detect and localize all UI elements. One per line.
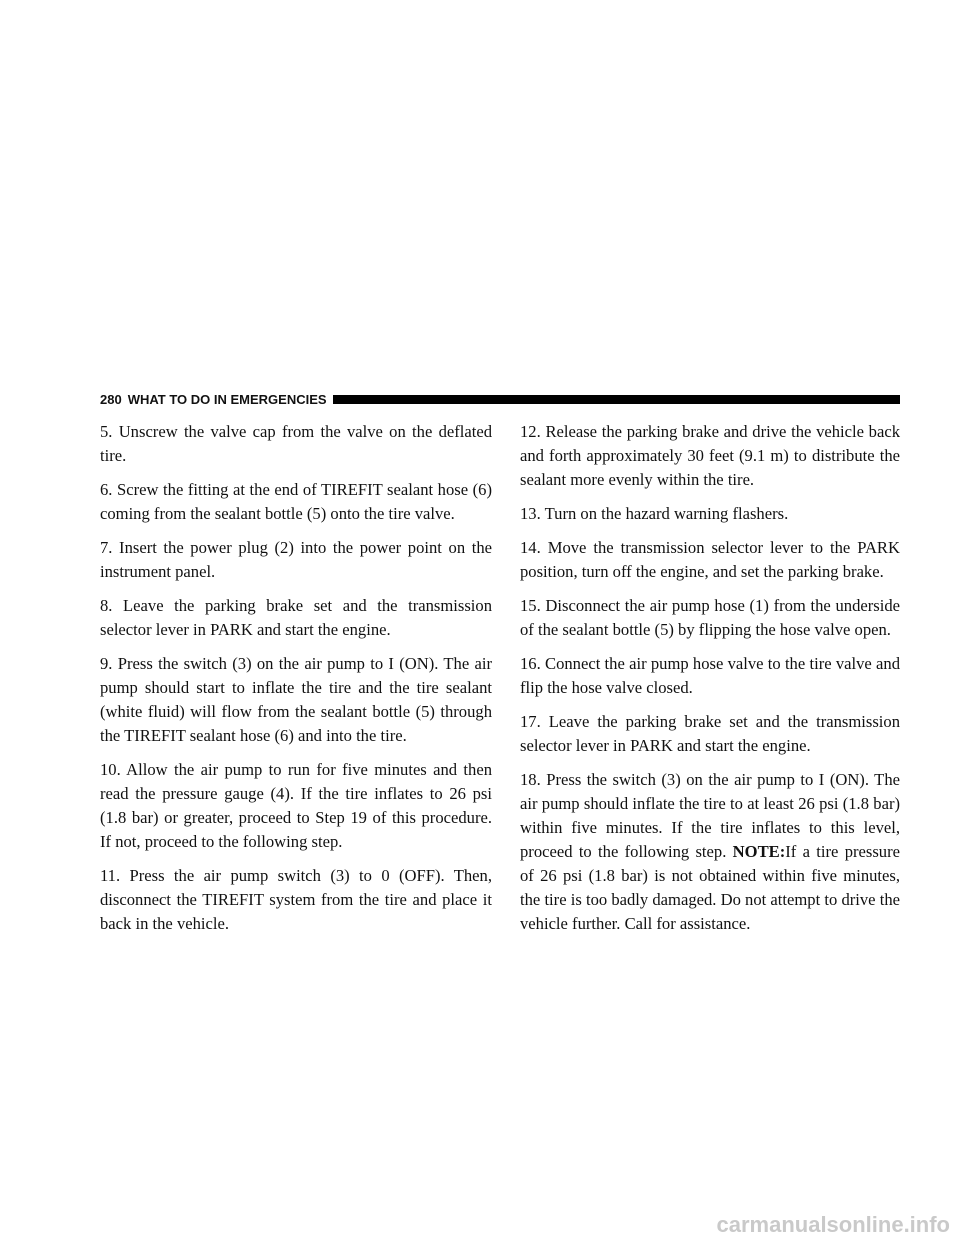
left-column: [100, 420, 492, 946]
step-7: 7. Insert the power plug (2) into the power point on the instrument panel.: [100, 538, 492, 581]
right-column: [520, 420, 900, 946]
step-5: 5. Unscrew the valve cap from the valve on the deflated tire.: [100, 422, 492, 465]
step-9: 9. Press the switch (3) on the air pump to I (ON). The air pump should start to inflate the tire and the tire sealant (white fluid) will flow from the sealant bottle (5) through the TIREFIT sealant hose (6) and into the tire.: [100, 654, 492, 745]
step-13: 13. Turn on the hazard warning flashers.: [520, 504, 789, 523]
step-15: 15. Disconnect the air pump hose (1) from the underside of the sealant bottle (5) by flipping the hose valve open.: [520, 596, 900, 639]
header-rule: [333, 395, 900, 404]
step-11: 11. Press the air pump switch (3) to 0 (OFF). Then, disconnect the TIREFIT system from the tire and place it back in the vehicle.: [100, 866, 492, 933]
step-17: 17. Leave the parking brake set and the transmission selector lever in PARK and start the engine.: [520, 712, 900, 755]
section-title: WHAT TO DO IN EMERGENCIES: [127, 391, 327, 407]
page-header: [100, 391, 900, 407]
step-14: 14. Move the transmission selector lever to the PARK position, turn off the engine, and set the parking brake.: [520, 538, 900, 581]
note-text: If a tire pressure of 26 psi (1.8 bar) is not obtained within five minutes, the tire is too badly damaged. Do not attempt to drive the vehicle further. Call for assistance.: [520, 842, 900, 933]
step-16: 16. Connect the air pump hose valve to the tire valve and flip the hose valve closed.: [520, 654, 900, 697]
step-6: 6. Screw the fitting at the end of TIREFIT sealant hose (6) coming from the sealant bottle (5) onto the tire valve.: [100, 480, 492, 523]
step-12: 12. Release the parking brake and drive the vehicle back and forth approximately 30 feet (9.1 m) to distribute the sealant more evenly within the tire.: [520, 422, 900, 489]
note-label: NOTE:: [732, 842, 786, 861]
watermark: carmanualsonline.info: [716, 1212, 950, 1237]
step-10: 10. Allow the air pump to run for five minutes and then read the pressure gauge (4). If the tire inflates to 26 psi (1.8 bar) or greater, proceed to Step 19 of this procedure. If not, proceed to the following step.: [100, 760, 492, 851]
page-number: 280: [100, 391, 122, 407]
step-8: 8. Leave the parking brake set and the transmission selector lever in PARK and start the engine.: [100, 596, 492, 639]
step-18-text: 18. Press the switch (3) on the air pump to I (ON). The air pump should inflate the tire to at least 26 psi (1.8 bar) within five minutes. If the tire inflates to this level, proceed to the following step.: [520, 770, 900, 861]
step-18: [520, 768, 900, 936]
